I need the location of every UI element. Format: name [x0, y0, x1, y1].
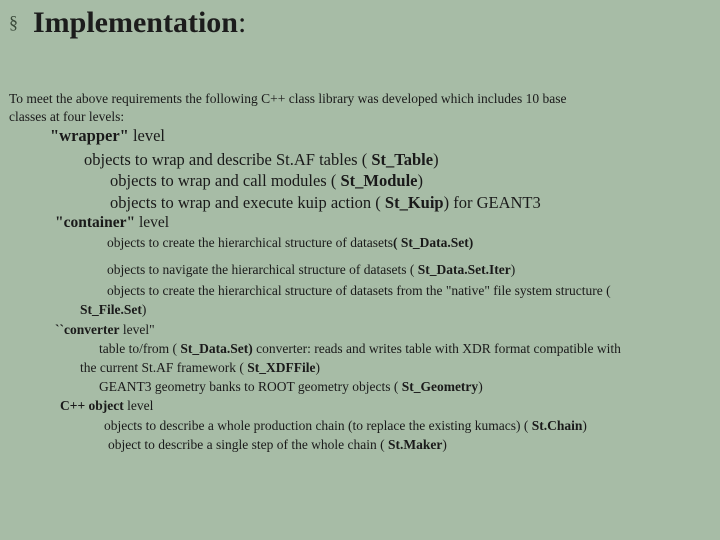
- list-item-class-name: St_Data.Set): [180, 341, 253, 356]
- level-heading-wrapper-bold: "wrapper": [50, 126, 129, 145]
- list-item: [80, 303, 146, 317]
- list-item-text: objects to wrap and call modules (: [110, 171, 341, 190]
- list-item: [107, 284, 611, 298]
- level-heading-cpp-object-bold: C++ object: [60, 398, 124, 413]
- list-item-tail: ): [417, 171, 423, 190]
- section-bullet-icon: §: [9, 12, 18, 32]
- level-heading-converter-rest: level": [119, 322, 155, 337]
- list-item: [99, 380, 483, 394]
- level-heading-converter-bold: ``converter: [55, 322, 120, 337]
- list-item-class-name: St_File.Set: [80, 302, 142, 317]
- level-heading-cpp-object-rest: level: [123, 398, 154, 413]
- list-item-class-name: St_Data.Set.Iter: [417, 262, 511, 277]
- level-heading-container: [55, 215, 169, 231]
- level-heading-cpp-object: [60, 399, 153, 413]
- list-item-tail: ): [510, 262, 516, 277]
- list-item: [107, 263, 515, 277]
- level-heading-converter: [55, 323, 155, 337]
- list-item: [110, 195, 541, 212]
- level-heading-wrapper: [50, 128, 165, 145]
- list-item-tail: ): [442, 437, 447, 452]
- list-item-class-name: St_Table: [371, 150, 434, 169]
- intro-line-1: To meet the above requirements the following C++ class library was developed which includes 10 base: [9, 91, 567, 106]
- list-item-tail: ): [433, 150, 439, 169]
- list-item-class-name: ( St_Data.Set): [393, 235, 474, 250]
- list-item-class-name: St.Chain: [531, 418, 583, 433]
- list-item-text: objects to navigate the hierarchical structure of datasets (: [107, 262, 418, 277]
- list-item-text: objects to describe a whole production chain (to replace the existing kumacs) (: [104, 418, 532, 433]
- intro-line-2: classes at four levels:: [9, 109, 125, 124]
- list-item-class-name: St_Geometry: [401, 379, 479, 394]
- list-item: [84, 152, 439, 169]
- level-heading-wrapper-rest: level: [128, 126, 166, 145]
- list-item-tail: ): [315, 360, 320, 375]
- list-item: [80, 361, 320, 375]
- slide-title: Implementation: [33, 6, 238, 39]
- list-item-tail: ): [582, 418, 587, 433]
- list-item-text: the current St.AF framework (: [80, 360, 248, 375]
- list-item: [99, 342, 621, 356]
- list-item-text: objects to wrap and execute kuip action (: [110, 193, 385, 212]
- title-row: [9, 6, 246, 40]
- list-item-text: objects to create the hierarchical structure of datasets from the "native" file system structure (: [107, 283, 611, 298]
- list-item-tail: ): [141, 302, 147, 317]
- list-item: [110, 173, 423, 190]
- list-item-class-name: St_Kuip: [384, 193, 444, 212]
- slide-title-colon: :: [238, 6, 247, 39]
- list-item-text: objects to create the hierarchical structure of datasets: [107, 235, 393, 250]
- list-item: [104, 419, 587, 433]
- list-item-tail: ): [478, 379, 483, 394]
- list-item-text: object to describe a single step of the whole chain (: [108, 437, 389, 452]
- list-item-class-name: St_XDFFile: [247, 360, 316, 375]
- list-item-text: GEANT3 geometry banks to ROOT geometry objects (: [99, 379, 402, 394]
- list-item-tail: ) for GEANT3: [443, 193, 541, 212]
- list-item-class-name: St_Module: [340, 171, 418, 190]
- list-item: [108, 438, 447, 452]
- list-item-text: objects to wrap and describe St.AF tables (: [84, 150, 372, 169]
- list-item-text: table to/from (: [99, 341, 181, 356]
- level-heading-container-bold: "container": [55, 214, 136, 231]
- list-item-class-name: St.Maker: [388, 437, 443, 452]
- list-item: [107, 236, 473, 250]
- level-heading-container-rest: level: [135, 214, 170, 231]
- list-item-tail: converter: reads and writes table with XDR format compatible with: [252, 341, 621, 356]
